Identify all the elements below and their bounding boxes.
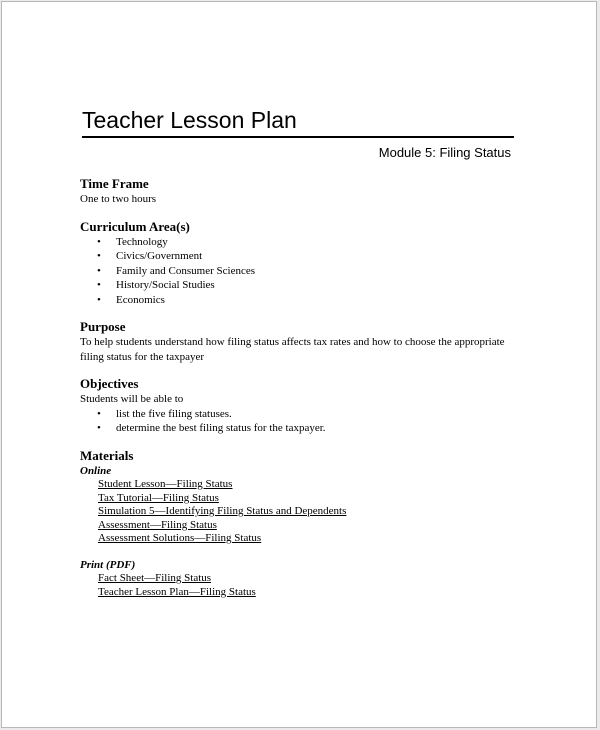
document-page (1, 1, 597, 728)
link-tax-tutorial[interactable]: Tax Tutorial—Filing Status (98, 491, 219, 504)
spacer (80, 546, 520, 558)
curriculum-heading: Curriculum Area(s) (80, 218, 190, 234)
module-label: Module 5: Filing Status (378, 145, 511, 160)
objectives-heading: Objectives (80, 376, 139, 391)
curriculum-section (80, 219, 520, 308)
materials-section (80, 448, 520, 600)
list-item-label: determine the best filing status for the taxpayer. (116, 422, 326, 434)
list-item (80, 235, 520, 250)
time-frame-section (80, 176, 520, 207)
objectives-section (80, 376, 520, 436)
link-assessment[interactable]: Assessment—Filing Status (98, 518, 217, 531)
bullet-icon: • (97, 235, 101, 248)
list-item-label: list the five filing statuses. (116, 407, 232, 420)
list-item-label: Technology (116, 235, 168, 248)
link-fact-sheet[interactable]: Fact Sheet—Filing Status (98, 572, 212, 584)
list-item-label: Family and Consumer Sciences (116, 264, 256, 277)
list-item-label: Economics (116, 293, 165, 306)
objectives-intro: Students will be able to (80, 393, 184, 405)
time-frame-heading: Time Frame (80, 176, 149, 191)
list-item-label: Civics/Government (116, 250, 203, 262)
list-item (80, 407, 520, 422)
online-label: Online (80, 464, 112, 477)
materials-heading: Materials (80, 447, 134, 463)
document-title: Teacher Lesson Plan (82, 105, 514, 138)
link-assessment-solutions[interactable]: Assessment Solutions—Filing Status (98, 532, 262, 544)
objectives-list (80, 407, 520, 436)
document-body (80, 176, 520, 599)
link-simulation-5[interactable]: Simulation 5—Identifying Filing Status and Dependents (98, 505, 347, 517)
bullet-icon: • (97, 422, 101, 434)
print-label: Print (PDF) (80, 558, 136, 571)
bullet-icon: • (97, 293, 101, 306)
list-item (80, 249, 520, 264)
online-links (80, 478, 520, 546)
bullet-icon: • (97, 250, 101, 262)
bullet-icon: • (97, 264, 101, 277)
purpose-heading: Purpose (80, 319, 126, 334)
print-links (80, 572, 520, 599)
purpose-text: To help students understand how filing status affects tax rates and how to choose the appropriate filing status for the taxpayer (80, 336, 505, 363)
time-frame-text: One to two hours (80, 193, 157, 205)
curriculum-list (80, 235, 520, 308)
bullet-icon: • (97, 407, 101, 420)
link-student-lesson[interactable]: Student Lesson—Filing Status (98, 478, 233, 490)
list-item (80, 264, 520, 279)
list-item-label: History/Social Studies (116, 279, 215, 291)
list-item (80, 278, 520, 293)
link-teacher-lesson-plan[interactable]: Teacher Lesson Plan—Filing Status (98, 585, 256, 598)
purpose-section (80, 319, 520, 364)
bullet-icon: • (97, 279, 101, 291)
list-item (80, 293, 520, 308)
list-item (80, 421, 520, 436)
